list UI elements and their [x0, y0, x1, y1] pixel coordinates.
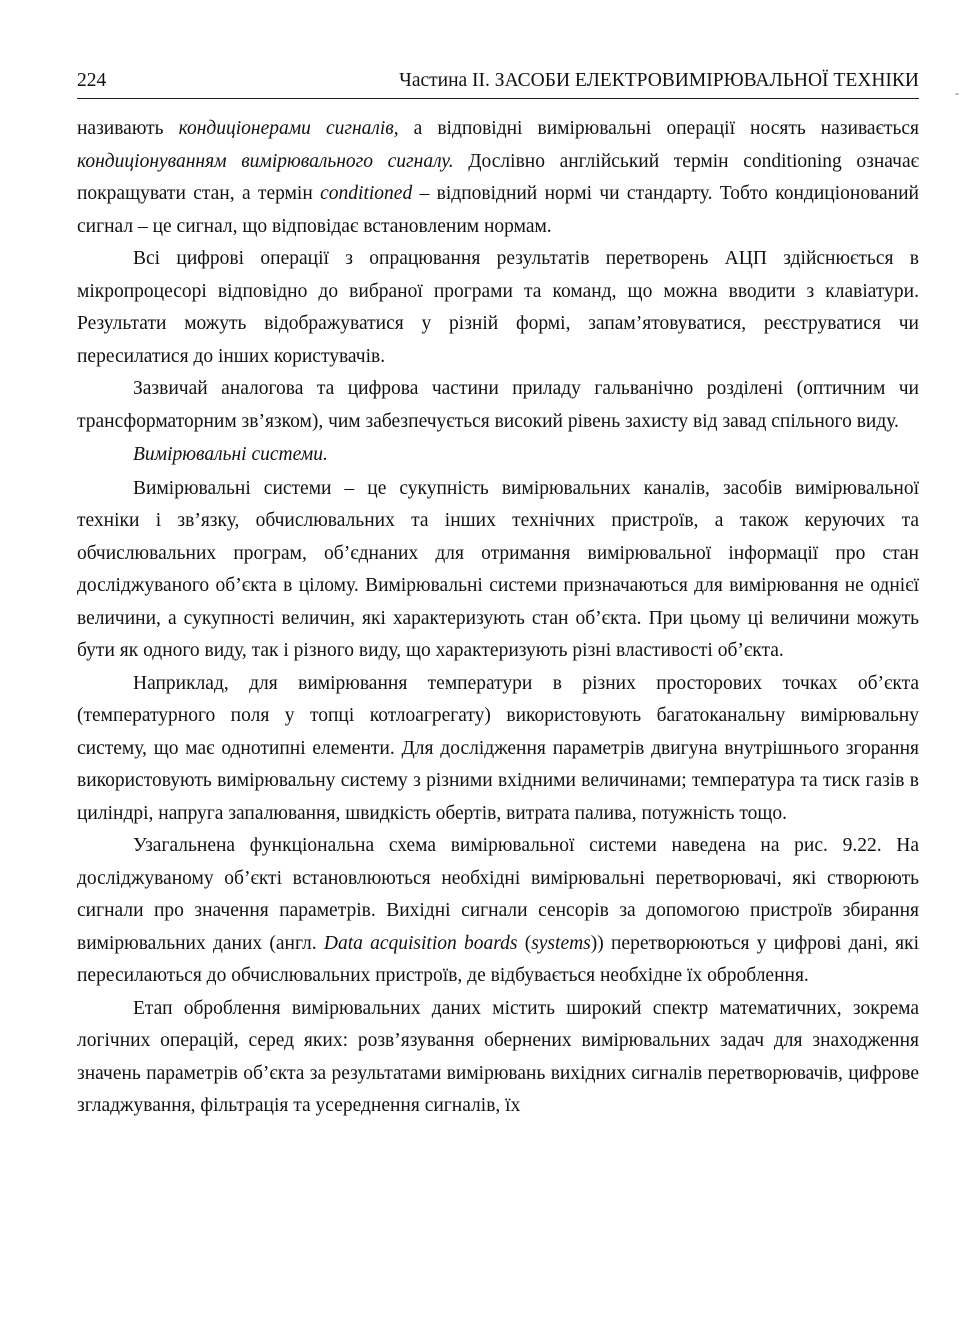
italic-term: systems [531, 932, 591, 954]
text-run: )) перетворюються у цифрові дані, які пересилаються до обчислювальних пристроїв, де відбувається необхідне їх оброблення. [77, 932, 919, 986]
italic-term: Data acquisition boards [323, 932, 518, 954]
italic-term: кондиціонуванням вимірювального сигналу. [77, 150, 454, 172]
text-run: Узагальнена функціональна схема вимірювальної системи наведена на рис. 9.22. На досліджуваному об’єкті встановлюються необхідні вимірювальні перетворювачі, які створюють сигнали про значення параметрів. Вихідні сигнали сенсорів за допомогою пристроїв збирання вимірювальних даних (англ. [77, 835, 919, 954]
section-heading [77, 439, 919, 472]
text-run: ( [517, 932, 532, 954]
margin-mark: - [955, 86, 959, 100]
text-run: Зазвичай аналогова та цифрова частини приладу гальванічно розділені (оптичним чи трансформаторним зв’язком), чим забезпечується високий рівень захисту від завад спільного виду. [77, 378, 919, 432]
italic-term: кондиціонерами сигналів, [178, 118, 399, 139]
text-run: Наприклад, для вимірювання температури в різних просторових точках об’єкта (температурного поля у топці котлоагрегату) використовують багатоканальну вимірювальну систему, що має однотипні елементи. Для дослідження параметрів двигуна внутрішнього згорання використовують вимірювальну систему з різними вхідними величинами; температура та тиск газів в циліндрі, напруга запалювання, швидкість обертів, витрата палива, потужність тощо. [77, 672, 919, 824]
header-title: Частина II. ЗАСОБИ ЕЛЕКТРОВИМІРЮВАЛЬНОЇ ТЕХНІКИ [399, 70, 919, 91]
paragraph [77, 668, 919, 831]
text-run: Дослівно англійський термін conditioning означає покращувати стан, а термін [77, 150, 919, 204]
text-run: – відповідний нормі чи стандарту. Тобто кондиціонований сигнал – це сигнал, що відповідає встановленим нормам. [77, 183, 919, 237]
text-run: Вимірювальні системи. [133, 444, 328, 465]
text-run: Вимірювальні системи – це сукупність вимірювальних каналів, засобів вимірювальної техніки і зв’язку, обчислювальних та інших технічних пристроїв, а також керуючих та обчислювальних програм, об’єднаних для отримання вимірювальної інформації про стан досліджуваного об’єкта в цілому. Вимірювальні системи призначаються для вимірювання не однієї величини, а сукупності величин, які характеризують стан об’єкта. При цьому ці величини можуть бути як одного виду, так і різного виду, що характеризують різні властивості об’єкта. [77, 477, 919, 661]
paragraph [77, 113, 919, 243]
text-run: називають [77, 118, 179, 139]
body-text [77, 113, 919, 1123]
document-page [77, 64, 919, 1123]
text-run: а відповідні вимірювальні операції носять називається [398, 118, 919, 139]
page-number: 224 [77, 70, 107, 91]
paragraph [77, 993, 919, 1123]
paragraph [77, 473, 919, 668]
paragraph [77, 243, 919, 373]
running-header [77, 64, 919, 99]
paragraph [77, 830, 919, 993]
paragraph [77, 373, 919, 438]
italic-term: conditioned [320, 183, 413, 204]
text-run: Етап оброблення вимірювальних даних містить широкий спектр математичних, зокрема логічних операцій, серед яких: розв’язування обернених вимірювальних задач для знаходження значень параметрів об’єкта за результатами вимірювань вихідних сигналів перетворювачів, цифрове згладжування, фільтрація та усереднення сигналів, їх [77, 997, 919, 1116]
text-run: Всі цифрові операції з опрацювання результатів перетворень АЦП здійснюється в мікропроцесорі відповідно до вибраної програми та команд, що можна вводити з клавіатури. Результати можуть відображуватися у різній формі, запам’ятовуватися, реєструватися чи пересилатися до інших користувачів. [77, 248, 919, 367]
